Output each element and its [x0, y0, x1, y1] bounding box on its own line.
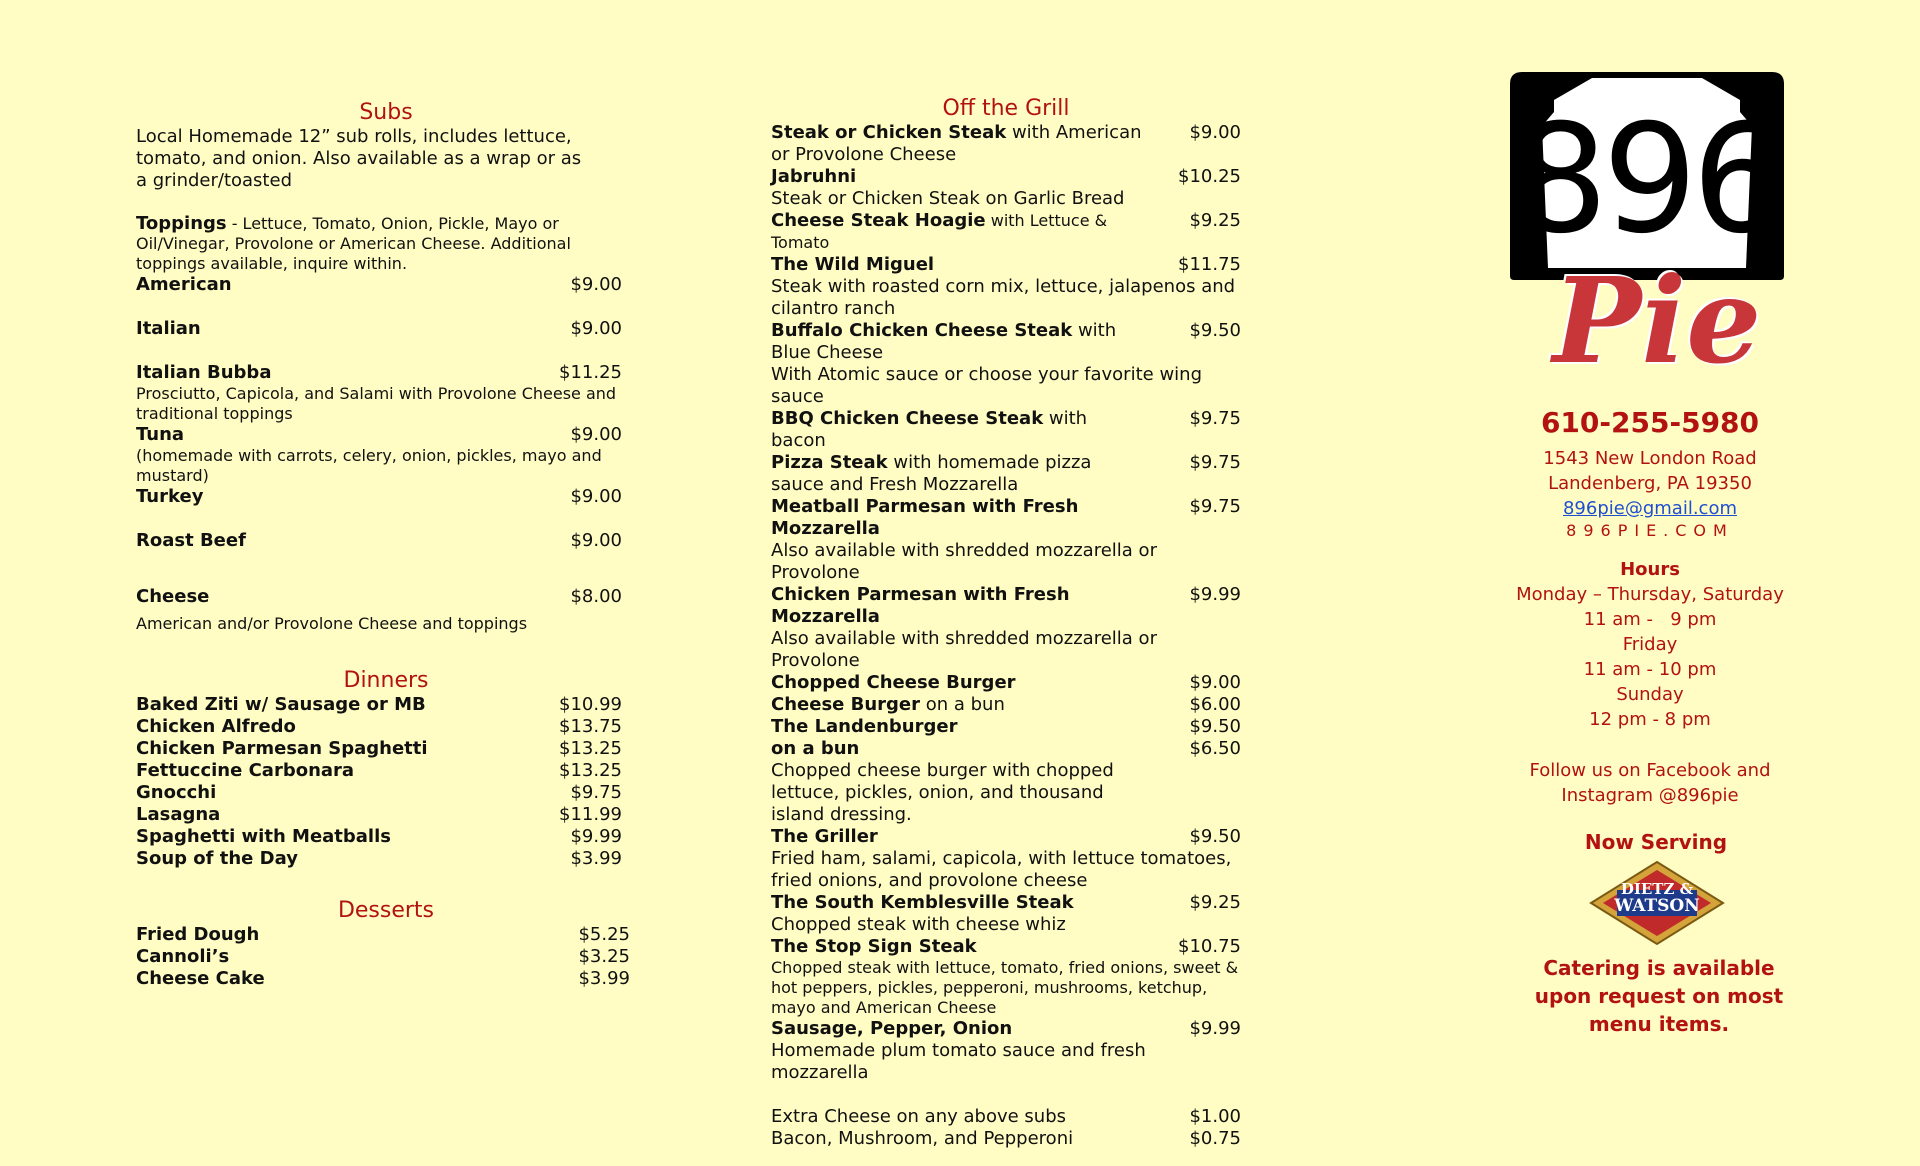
menu-item: [136, 924, 630, 946]
item-price: $3.99: [578, 968, 630, 989]
logo-number: 896: [1512, 93, 1782, 267]
menu-item: [136, 274, 622, 296]
menu-item: [136, 716, 622, 738]
menu-item: [136, 530, 622, 552]
item-title: [771, 210, 1146, 254]
item-description: Also available with shredded mozzarella or Provolone: [771, 540, 1157, 583]
item-price: $9.00: [570, 530, 622, 551]
extra-name: Bacon, Mushroom, and Pepperoni: [771, 1128, 1074, 1149]
item-name: on a bun: [771, 738, 860, 759]
info-column: [1490, 0, 1810, 1038]
item-price: $9.99: [1189, 584, 1241, 605]
grill-list: [771, 122, 1241, 1084]
item-name: Italian Bubba: [136, 362, 272, 383]
logo: [1502, 68, 1792, 398]
menu-item: [136, 782, 622, 804]
item-name: The South Kemblesville Steak: [771, 892, 1074, 913]
address-line1: 1543 New London Road: [1543, 448, 1757, 469]
item-title: [771, 738, 859, 760]
item-title: [771, 936, 977, 958]
menu-item: [771, 826, 1241, 848]
item-title: [771, 496, 1146, 540]
item-price: $11.75: [1178, 254, 1241, 275]
item-name: Cheese Cake: [136, 968, 265, 989]
email-link[interactable]: 896pie@gmail.com: [1562, 498, 1737, 519]
item-price: $9.50: [1189, 320, 1241, 341]
item-name: Lasagna: [136, 804, 221, 825]
grill-heading: Off the Grill: [942, 96, 1070, 121]
item-name: Cheese Steak Hoagie: [771, 210, 986, 231]
menu-item: [771, 408, 1241, 452]
menu-item: [136, 826, 622, 848]
item-price: $13.75: [559, 716, 622, 737]
menu-item: [136, 694, 622, 716]
item-name: Gnocchi: [136, 782, 217, 803]
hours-line: 11 am - 9 pm: [1583, 609, 1717, 630]
item-price: $9.00: [570, 274, 622, 295]
menu-item: [771, 584, 1241, 628]
item-description: Chopped steak with lettuce, tomato, fried onions, sweet & hot peppers, pickles, pepperoni, mushrooms, ketchup, mayo and American Cheese: [771, 958, 1239, 1017]
item-price: $9.00: [570, 424, 622, 445]
hours-line: Monday – Thursday, Saturday: [1516, 584, 1784, 605]
subs-heading: Subs: [359, 100, 413, 125]
item-name: Chopped Cheese Burger: [771, 672, 1016, 693]
item-description: American and/or Provolone Cheese and toppings: [136, 614, 528, 633]
item-price: $9.25: [1189, 210, 1241, 231]
item-price: $9.00: [570, 318, 622, 339]
menu-item: [771, 672, 1241, 694]
menu-item: [136, 804, 622, 826]
catering-line2: upon request on most: [1534, 984, 1784, 1008]
item-description: Steak or Chicken Steak on Garlic Bread: [771, 188, 1125, 209]
menu-item: [771, 254, 1241, 276]
item-title: [771, 122, 1146, 166]
item-price: $11.99: [559, 804, 622, 825]
item-price: $9.00: [570, 486, 622, 507]
item-price: $9.75: [1189, 408, 1241, 429]
desserts-list: [136, 924, 630, 990]
menu-item: [136, 968, 630, 990]
desserts-heading: Desserts: [337, 898, 435, 923]
item-title: [771, 320, 1146, 364]
menu-item: [136, 318, 622, 340]
item-name: Tuna: [136, 424, 185, 445]
phone-number[interactable]: 610-255-5980: [1540, 406, 1760, 439]
menu-item: [136, 946, 630, 968]
extra-item: [771, 1106, 1241, 1128]
menu-item: [136, 362, 622, 384]
menu-item: [771, 716, 1241, 738]
dinners-list: [136, 694, 622, 870]
toppings-desc: - Lettuce, Tomato, Onion, Pickle, Mayo or Oil/Vinegar, Provolone or American Cheese. Additional toppings available, inquire within.: [136, 214, 571, 273]
partner-line1: DIETZ &: [1620, 880, 1694, 898]
menu-item: [771, 694, 1241, 716]
item-name: Pizza Steak: [771, 452, 888, 473]
grill-column: [771, 0, 1241, 1150]
item-price: $9.75: [570, 782, 622, 803]
subs-intro: Local Homemade 12” sub rolls, includes lettuce, tomato, and onion. Also available as a wrap or as a grinder/toasted: [136, 126, 582, 191]
item-price: $9.25: [1189, 892, 1241, 913]
item-price: $13.25: [559, 738, 622, 759]
item-name: American: [136, 274, 232, 295]
item-extra: with bacon: [771, 408, 1088, 451]
menu-item: [136, 486, 622, 508]
item-price: $10.75: [1178, 936, 1241, 957]
subs-list: [136, 274, 622, 634]
item-extra: with American or Provolone Cheese: [771, 122, 1142, 165]
menu-item: [771, 210, 1241, 254]
menu-item: [136, 424, 622, 446]
hours-line: 12 pm - 8 pm: [1589, 709, 1711, 730]
hours-line: Sunday: [1616, 684, 1684, 705]
menu-item: [771, 320, 1241, 364]
item-price: $9.99: [570, 826, 622, 847]
item-price: $9.00: [1189, 672, 1241, 693]
item-price: $13.25: [559, 760, 622, 781]
item-name: Steak or Chicken Steak: [771, 122, 1007, 143]
item-name: Fried Dough: [136, 924, 260, 945]
menu-item: [771, 166, 1241, 188]
menu-item: [771, 738, 1241, 760]
extras-list: [771, 1106, 1241, 1150]
item-name: Turkey: [136, 486, 204, 507]
item-description: Homemade plum tomato sauce and fresh mozzarella: [771, 1040, 1146, 1083]
item-name: BBQ Chicken Cheese Steak: [771, 408, 1044, 429]
item-description: Chopped cheese burger with chopped lettuce, pickles, onion, and thousand island dressing.: [771, 760, 1114, 825]
logo-word: Pie: [1552, 251, 1762, 390]
now-serving: Now Serving: [1584, 830, 1728, 854]
partner-logo: [1587, 860, 1727, 946]
catering-line1: Catering is available: [1543, 956, 1775, 980]
item-price: $8.00: [570, 586, 622, 607]
menu-item: [771, 122, 1241, 166]
item-title: [771, 166, 856, 188]
item-name: The Wild Miguel: [771, 254, 935, 275]
item-name: Sausage, Pepper, Onion: [771, 1018, 1013, 1039]
item-name: Soup of the Day: [136, 848, 298, 869]
menu-item: [136, 738, 622, 760]
item-name: Italian: [136, 318, 201, 339]
follow-line1: Follow us on Facebook and: [1529, 760, 1771, 781]
hours-line: Friday: [1622, 634, 1678, 655]
item-name: Cannoli’s: [136, 946, 230, 967]
item-name: Fettuccine Carbonara: [136, 760, 355, 781]
extra-name: Extra Cheese on any above subs: [771, 1106, 1066, 1127]
item-price: $9.99: [1189, 1018, 1241, 1039]
item-name: Jabruhni: [771, 166, 857, 187]
item-description: (homemade with carrots, celery, onion, pickles, mayo and mustard): [136, 446, 602, 485]
hours-line: 11 am - 10 pm: [1583, 659, 1717, 680]
item-price: $3.25: [578, 946, 630, 967]
item-name: Cheese: [136, 586, 210, 607]
extra-price: $0.75: [1189, 1128, 1241, 1149]
menu-item: [136, 586, 622, 608]
item-description: Also available with shredded mozzarella or Provolone: [771, 628, 1157, 671]
item-price: $10.25: [1178, 166, 1241, 187]
menu-item: [136, 760, 622, 782]
dinners-heading: Dinners: [343, 668, 429, 693]
item-title: [771, 826, 878, 848]
item-name: Meatball Parmesan with Fresh Mozzarella: [771, 496, 1079, 539]
item-title: [771, 408, 1146, 452]
item-extra: with Blue Cheese: [771, 320, 1117, 363]
item-name: Chicken Parmesan with Fresh Mozzarella: [771, 584, 1070, 627]
item-price: $5.25: [578, 924, 630, 945]
item-extra: with Lettuce & Tomato: [771, 211, 1108, 252]
item-name: The Stop Sign Steak: [771, 936, 977, 957]
item-name: Chicken Alfredo: [136, 716, 296, 737]
item-title: [771, 254, 934, 276]
item-name: Spaghetti with Meatballs: [136, 826, 391, 847]
item-name: The Landenburger: [771, 716, 958, 737]
item-name: Chicken Parmesan Spaghetti: [136, 738, 428, 759]
follow-line2[interactable]: Instagram @896pie: [1561, 785, 1739, 806]
extra-item: [771, 1128, 1241, 1150]
item-description: Fried ham, salami, capicola, with lettuce tomatoes, fried onions, and provolone cheese: [771, 848, 1232, 891]
menu-item: [771, 496, 1241, 540]
item-description: Steak with roasted corn mix, lettuce, jalapenos and cilantro ranch: [771, 276, 1236, 319]
toppings-text: [136, 214, 596, 274]
subs-column: [136, 0, 636, 990]
hours-heading: Hours: [1620, 559, 1680, 580]
item-price: $6.50: [1189, 738, 1241, 759]
menu-item: [771, 452, 1241, 496]
item-name: Roast Beef: [136, 530, 246, 551]
item-title: [771, 716, 957, 738]
item-price: $9.75: [1189, 452, 1241, 473]
item-title: [771, 452, 1146, 496]
item-price: $9.00: [1189, 122, 1241, 143]
item-name: Baked Ziti w/ Sausage or MB: [136, 694, 426, 715]
item-extra: with homemade pizza sauce and Fresh Mozzarella: [771, 452, 1092, 495]
toppings-label: Toppings: [136, 213, 227, 234]
partner-line2: WATSON: [1614, 896, 1700, 916]
item-price: $9.50: [1189, 716, 1241, 737]
menu-item: [771, 892, 1241, 914]
item-title: [771, 672, 1016, 694]
item-price: $10.99: [559, 694, 622, 715]
item-price: $9.50: [1189, 826, 1241, 847]
item-price: $3.99: [570, 848, 622, 869]
item-description: Chopped steak with cheese whiz: [771, 914, 1066, 935]
item-title: [771, 694, 1005, 716]
address-line2: Landenberg, PA 19350: [1548, 473, 1752, 494]
menu-item: [136, 848, 622, 870]
item-price: $9.75: [1189, 496, 1241, 517]
item-title: [771, 892, 1074, 914]
item-title: [771, 584, 1146, 628]
item-title: [771, 1018, 1012, 1040]
item-price: $11.25: [559, 362, 622, 383]
item-name: Buffalo Chicken Cheese Steak: [771, 320, 1073, 341]
website-link[interactable]: 896PIE.COM: [1566, 521, 1734, 540]
item-description: With Atomic sauce or choose your favorite wing sauce: [771, 364, 1202, 407]
menu-item: [771, 936, 1241, 958]
item-extra: on a bun: [920, 694, 1005, 715]
catering-line3: menu items.: [1588, 1012, 1730, 1036]
extra-price: $1.00: [1189, 1106, 1241, 1127]
item-price: $6.00: [1189, 694, 1241, 715]
item-description: Prosciutto, Capicola, and Salami with Provolone Cheese and traditional toppings: [136, 384, 617, 423]
item-name: The Griller: [771, 826, 878, 847]
hours-list: [1490, 582, 1810, 732]
menu-item: [771, 1018, 1241, 1040]
item-name: Cheese Burger: [771, 694, 921, 715]
